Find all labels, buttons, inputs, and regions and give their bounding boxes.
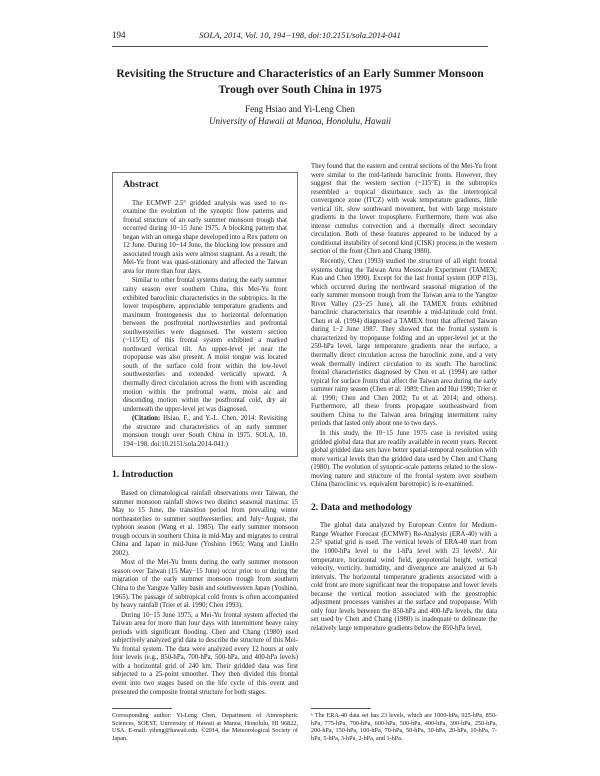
running-head: SOLA, 2014, Vol. 10, 194−198, doi:10.2151/sola.2014-041 (199, 30, 401, 40)
body-paragraph: Recently, Chen (1993) studied the structure of all eight frontal systems during the Taiwan Area Mesoscale Experiment (TAMEX; Kuo and Chen 1990). Except for the last frontal system (IOP #13), which occurred during the northward seasonal migration of the early summer monsoon trough from the Taiwan area to the Yangtze River Valley (23−25 June), all the TAMEX fronts exhibited baroclinic characteristics that resemble a mid-latitude cold front. Chen et al. (1994) diagnosed a TAMEX front that affected Taiwan during 1−2 June 1987. They showed that the frontal system is characterized by tropopause folding and an upper-level jet at the 250-hPa level, large temperature gradients near the surface, a thermally direct circulation across the baroclinic zone, and a very weak thermally indirect circulation to its south. The baroclinic frontal characteristics diagnosed by Chen et al. (1994) are rather typical for surface fronts that affect the Taiwan area during the early summer rainy season (Chen et al. 1989; Chen and Hui 1990; Trier et al. 1990; Chen and Chen 2002; Tu et al. 2014; and others). Furthermore, all these fronts propagate southeastward from southern China to the Taiwan area bringing intermittent rainy periods that lasted only about one to two days. (311, 258, 497, 428)
section-heading: 1. Introduction (112, 470, 174, 481)
citation (123, 415, 287, 449)
paper-title: Revisiting the Structure and Characteristics of an Early Summer Monsoon Trough over South China in 1975 (116, 68, 484, 96)
left-column (112, 172, 298, 698)
citation-text: Hsiao, F., and Y.-L. Chen, 2014: Revisiting the structure and characteristics of an early summer monsoon trough over South China in 1975. SOLA, 10, 194−198, doi:10.2151/sola.2014-041.) (123, 415, 287, 448)
citation-label: (Citation: (132, 415, 161, 423)
header-rule (112, 46, 488, 47)
page-number: 194 (112, 30, 126, 40)
right-column (311, 163, 497, 634)
section-heading: 2. Data and methodology (311, 502, 413, 513)
body-paragraph: Based on climatological rainfall observations over Taiwan, the summer monsoon rainfall shows two distinct seasonal maxima: 15 May to 15 June, the transition period from prevailing winter northeasterlies to summer southwesterlies; and July−August, the typhoon season (Wang et al. 1985). The early summer monsoon trough occurs in southern China in mid-May and migrates to central China and Japan in mid-June (Yoshino 1965; Wang and LinHo 2002). (112, 489, 298, 557)
body-paragraph: Most of the Mei-Yu fronts during the early summer monsoon season over Taiwan (15 May−15 June) occur prior to or during the migration of the early summer monsoon trough from southern China to the Yangtze Valley basin and southwestern Japan (Yoshino, 1965). The passage of subtropical cold fronts is often accompanied by heavy rainfall (Trier et al. 1990; Chen 1993). (112, 559, 298, 610)
abstract-paragraph: Similar to other frontal systems during the early summer rainy season over southern China, this Mei-Yu front exhibited baroclinic characteristics in the subtropics. In the lower troposphere, appreciable temperature gradients and maximum frontogenesis due to horizontal deformation between the postfrontal northwesterlies and prefrontal southwesterlies were diagnosed. The western section (~115°E) of this frontal system exhibited a marked northward vertical tilt. An upper-level jet near the tropopause was also present. A moist tongue was located south of the surface cold front within the low-level southwesterlies and extended vertically upward. A thermally direct circulation across the front with ascending motion within the prefrontal warm, moist air and descending motion within the postfrontal cold, dry air underneath the upper-level jet was diagnosed. (123, 277, 287, 413)
body-paragraph: During 10−15 June 1975, a Mei-Yu frontal system affected the Taiwan area for more than four days with intermittent heavy rainy periods with significant flooding. Chen and Chang (1980) used subjectively analyzed grid data to describe the structure of this Mei-Yu frontal system. The data were analyzed every 12 hours at only four levels (e.g., 850-hPa, 700-hPa, 500-hPa, and 400-hPa levels) with a horizontal grid of 240 km. Their gridded data was first subjected to a 25-point smoother. They then divided this frontal event into two stages based on the life cycle of this event and presented the composite frontal structure for both stages. (112, 611, 298, 696)
footnote-rule (112, 708, 172, 709)
correspondence-footnote: Corresponding author: Yi-Leng Chen, Department of Atmospheric Sciences, SOEST, University of Hawaii at Manoa, Honolulu, HI 96822, USA. E-mail: yileng@hawaii.edu. ©2014, the Meteorological Society of Japan. (112, 712, 298, 743)
body-paragraph: The global data analyzed by European Centre for Medium-Range Weather Forecast (ECMWF) Re-Analysis (ERA-40) with a 2.5° spatial grid is used. The vertical levels of ERA-40 start from the 1000-hPa level to the 1-hPa level with 23 levels¹. Air temperature, horizontal wind field, geopotential height, vertical velocity, vorticity, humidity, and divergence are analyzed at 6-h intervals. The horizontal temperature gradients associated with a cold front are more significant near the tropopause and lower levels because the vertical motion associated with the geostrophic adjustment processes vanishes at the surface and tropopause. With only four levels between the 850-hPa and 400-hPa levels, the data set used by Chen and Chang (1980) is inadequate to delineate the relatively large temperature gradients below the 850-hPa level, (311, 522, 497, 632)
era40-footnote: ¹ The ERA-40 data set has 23 levels, which are 1000-hPa, 925-hPa, 850-hPa, 775-hPa, 700-hPa, 600-hPa, 500-hPa, 400-hPa, 300-hPa, 250-hPa, 200-hPa, 150-hPa, 100-hPa, 70-hPa, 50-hPa, 30-hPa, 20-hPa, 10-hPa, 7-hPa, 5-hPa, 3-hPa, 2-hPa, and 1-hPa. (311, 712, 497, 743)
abstract-paragraph: The ECMWF 2.5° gridded analysis was used to re-examine the evolution of the synoptic flow patterns and frontal structure of an early summer monsoon trough that occurred during 10−15 June 1975. A blocking pattern that began with an omega shape developed into a Rex pattern on 12 June. During 10−14 June, the blocking low pressure and associated trough axis were almost stagnant. As a result, the Mei-Yu front was quasi-stationary and affected the Taiwan area for more than four days. (123, 199, 287, 275)
abstract-heading: Abstract (123, 180, 159, 190)
footnote-rule (311, 708, 371, 709)
body-paragraph: In this study, the 10−15 June 1975 case is revisited using gridded global data that are readily available in recent years. Recent global gridded data sets have better spatial-temporal resolution with more vertical levels than the gridded data used by Chen and Chang (1980). The evolution of synoptic-scale patterns related to the slow-moving nature and structure of the frontal system over southern China (baroclinic vs. equivalent barotropic) is re-examined. (311, 429, 497, 489)
body-paragraph: They found that the eastern and central sections of the Mei-Yu front were similar to the mid-latitude baroclinic fronts. However, they suggest that the western section (~115°E) in the subtropics resembled a tropical disturbance such as the intertropical convergence zone (ITCZ) with weak temperature gradients, little vertical tilt, slow southward movement, but with large moisture gradients in the lower troposphere. Furthermore, there was also intense cumulus convection and a thermally direct secondary circulation. Both of these features appeared to be induced by a conditional instability of second kind (CISK) process in the western section of the front (Chen and Chang 1980). (311, 163, 497, 256)
affiliation: University of Hawaii at Manoa, Honolulu, Hawaii (209, 116, 391, 126)
abstract-box (112, 172, 298, 457)
authors: Feng Hsiao and Yi-Leng Chen (245, 104, 355, 114)
